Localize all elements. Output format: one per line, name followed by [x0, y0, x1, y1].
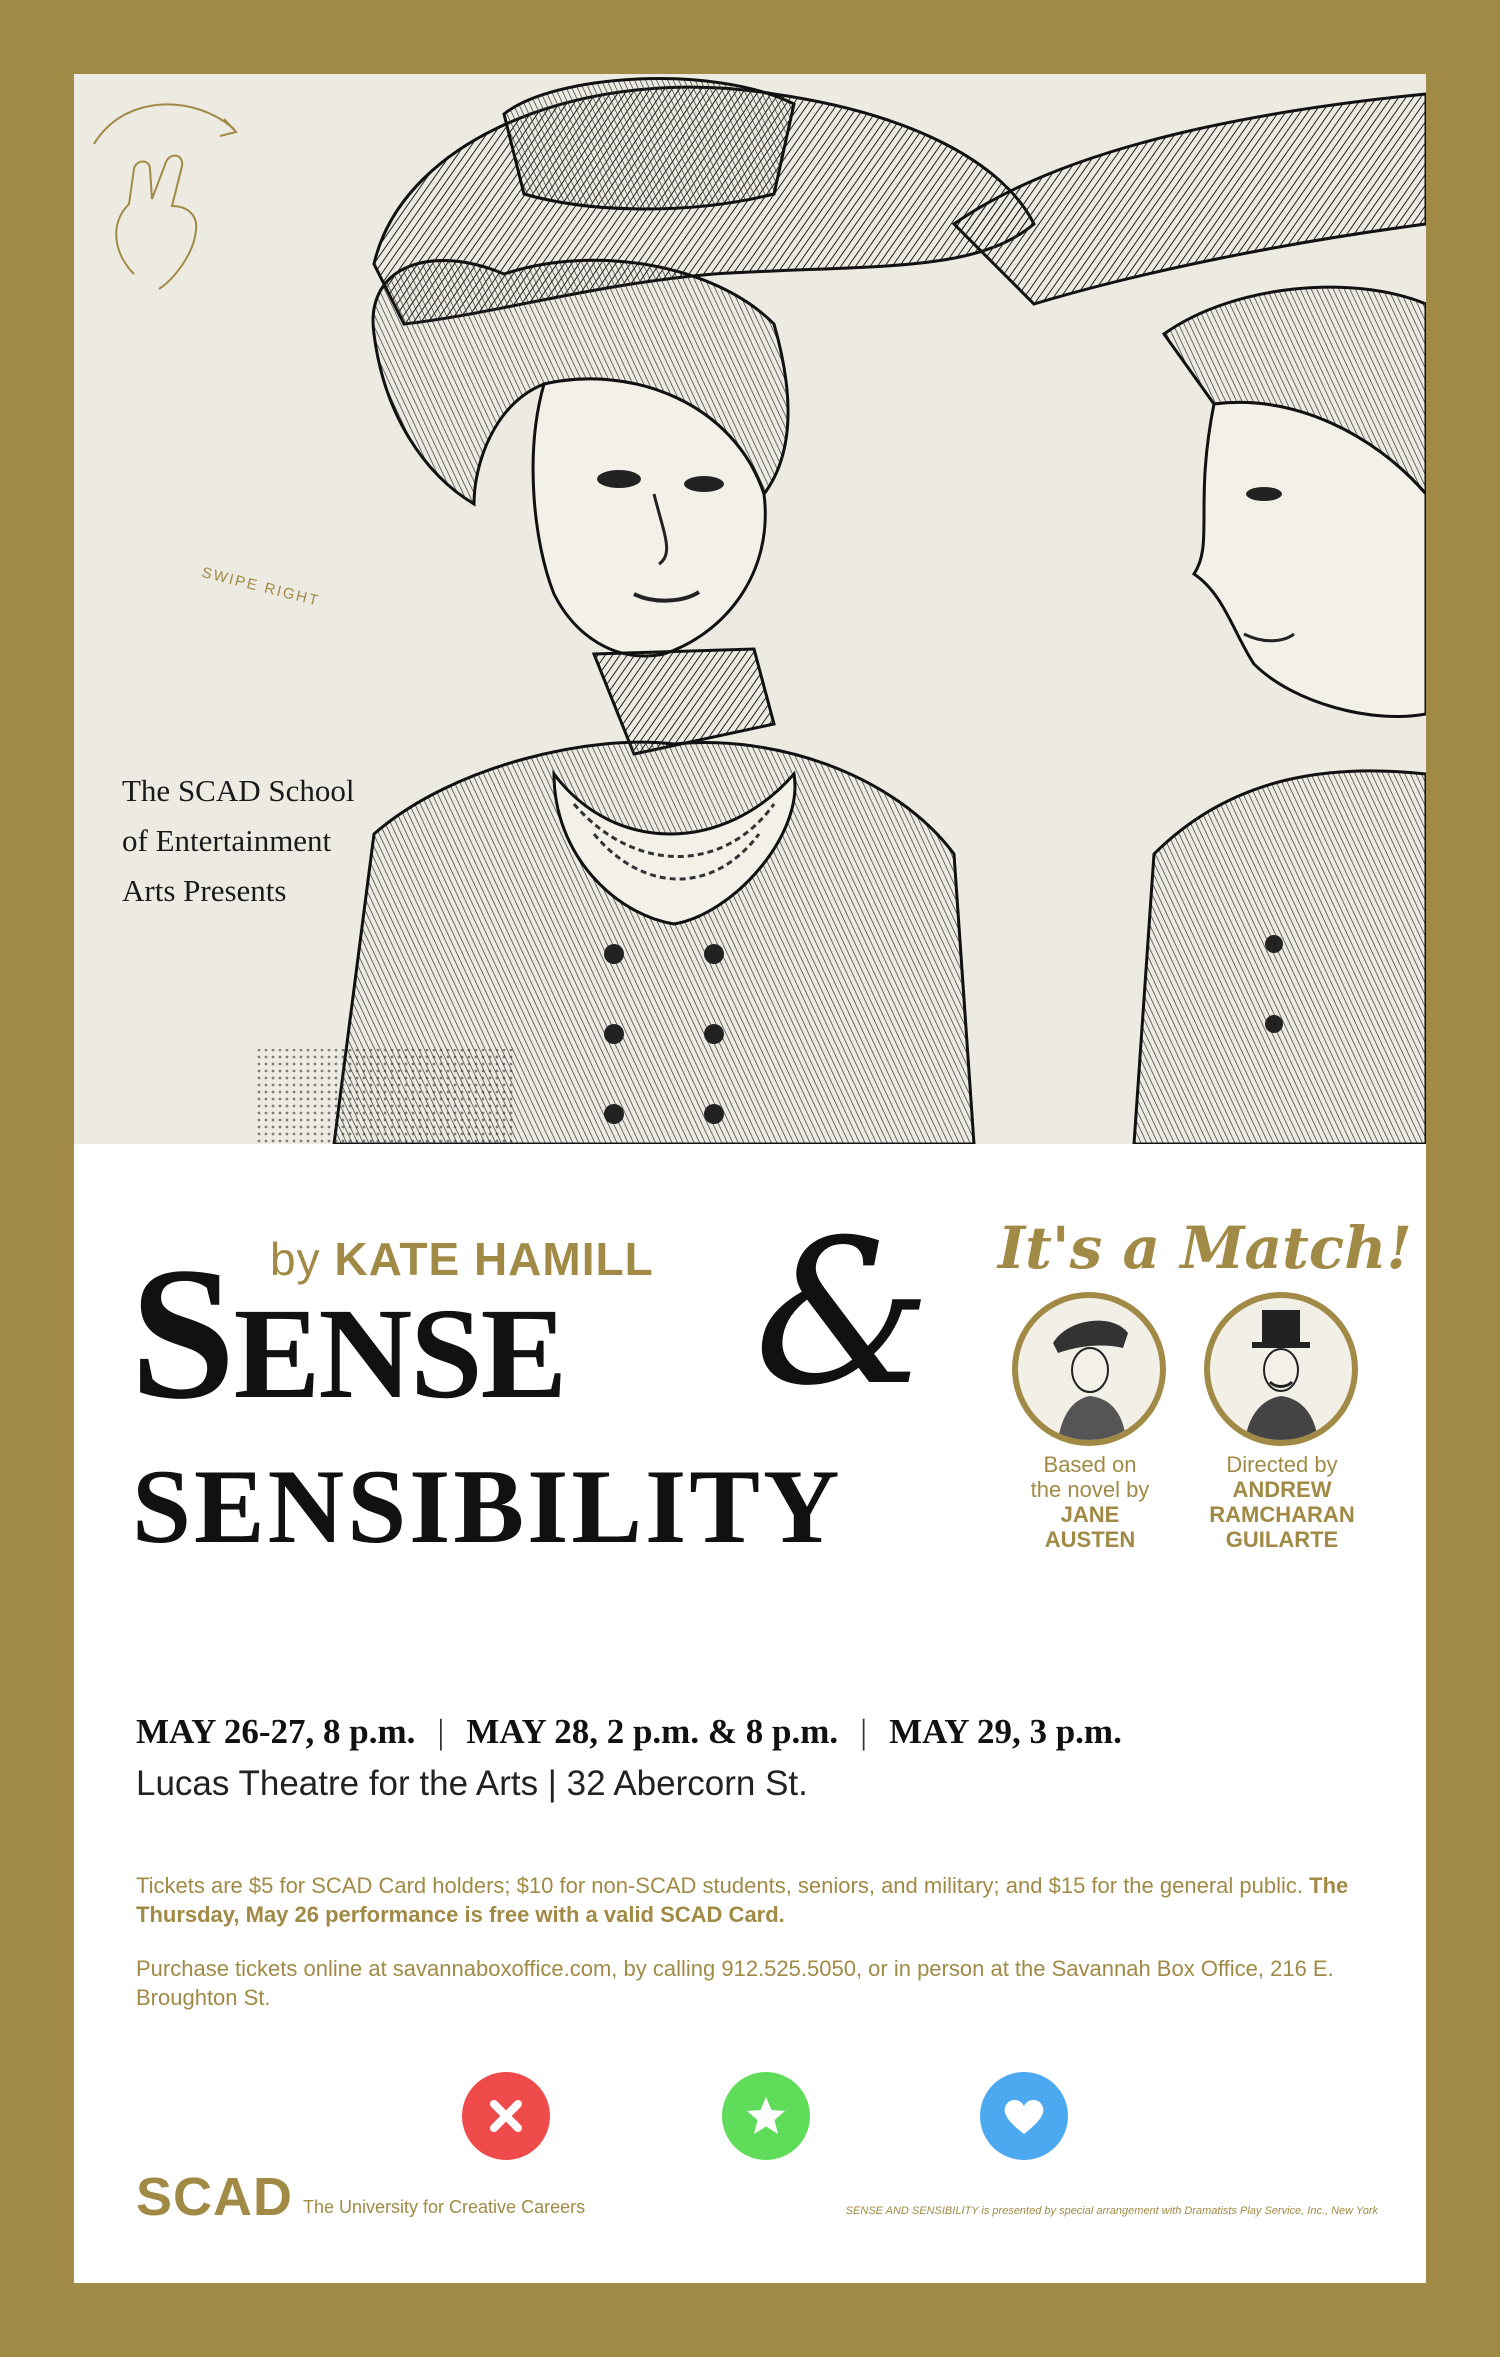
date-separator: |	[860, 1712, 868, 1751]
portrait-austen	[1012, 1292, 1166, 1446]
heart-icon	[1002, 2096, 1046, 2136]
title-sensibility: SENSIBILITY	[132, 1448, 843, 1565]
swipe-right-label: SWIPE RIGHT	[199, 564, 322, 610]
victorian-illustration	[74, 74, 1426, 1144]
director-last-name: GUILARTE	[1225, 1527, 1339, 1552]
scad-logo: SCAD	[136, 2167, 294, 2227]
venue-address: Lucas Theatre for the Arts | 32 Abercorn St.	[136, 1764, 808, 1803]
playwright-name: KATE HAMILL	[334, 1233, 654, 1285]
ticket-prices-text: Tickets are $5 for SCAD Card holders; $10 for non-SCAD students, seniors, and military; and $15 for the general public.	[136, 1873, 1303, 1898]
like-button[interactable]	[980, 2072, 1068, 2160]
novelist-first-name: JANE	[1060, 1502, 1120, 1527]
title-sense-rest: ENSE	[233, 1282, 566, 1426]
superlike-button[interactable]	[722, 2072, 810, 2160]
novelist-last-name: AUSTEN	[1044, 1527, 1136, 1552]
scad-tagline: The University for Creative Careers	[303, 2197, 586, 2217]
novel-credit-line-2: the novel by	[1030, 1477, 1150, 1502]
performance-dates	[136, 1712, 1122, 1752]
star-icon	[744, 2094, 788, 2138]
x-icon	[486, 2096, 526, 2136]
ticket-prices	[136, 1871, 1376, 1929]
director-middle-name: RAMCHARAN	[1209, 1502, 1355, 1527]
date-2: MAY 28, 2 p.m. & 8 p.m.	[466, 1712, 839, 1751]
director-first-name: ANDREW	[1232, 1477, 1332, 1502]
director-portrait-icon	[1210, 1298, 1352, 1440]
date-separator: |	[437, 1712, 445, 1751]
hand-swipe-icon	[74, 74, 274, 314]
purchase-info: Purchase tickets online at savannaboxoffice.com, by calling 912.525.5050, or in person at the Savannah Box Office, 216 E. Broughton St.	[136, 1956, 1334, 2010]
director-credit-line-1: Directed by	[1226, 1452, 1338, 1477]
title-sense	[130, 1229, 566, 1454]
engraving-image	[74, 74, 1426, 1144]
legal-notice: SENSE AND SENSIBILITY is presented by special arrangement with Dramatists Play Service, Inc., New York	[845, 2205, 1378, 2217]
presenter-line-2: of Entertainment	[122, 823, 332, 858]
title-sense-initial: S	[130, 1229, 234, 1439]
match-heading: It's a Match!	[998, 1214, 1412, 1282]
austen-portrait-icon	[1018, 1298, 1160, 1440]
presenter-text	[122, 766, 355, 916]
novel-credit	[990, 1452, 1190, 1552]
reject-button[interactable]	[462, 2072, 550, 2160]
title-ampersand: &	[754, 1197, 933, 1430]
ticket-free-note: The Thursday, May 26 performance is free with a valid SCAD Card.	[136, 1873, 1349, 1927]
date-3: MAY 29, 3 p.m.	[889, 1712, 1122, 1751]
date-1: MAY 26-27, 8 p.m.	[136, 1712, 416, 1751]
by-prefix: by	[270, 1233, 321, 1285]
presenter-line-3: Arts Presents	[122, 873, 287, 908]
portrait-director	[1204, 1292, 1358, 1446]
poster	[74, 74, 1426, 2283]
presenter-line-1: The SCAD School	[122, 773, 355, 808]
director-credit	[1182, 1452, 1382, 1552]
novel-credit-line-1: Based on	[1043, 1452, 1137, 1477]
